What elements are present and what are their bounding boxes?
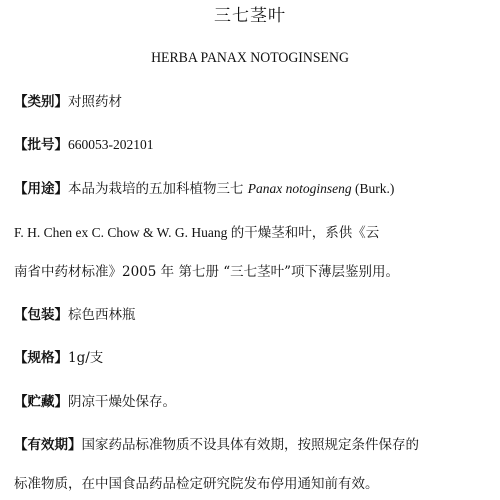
usage-label: 【用途】 [14,181,68,197]
storage-field [14,392,490,412]
validity-field [14,435,490,455]
category-value: 对照药材 [68,94,122,110]
specification-value: 1g/支 [68,350,104,366]
batch-label: 【批号】 [14,137,68,153]
validity-label: 【有效期】 [14,437,82,453]
storage-value: 阴凉干燥处保存。 [68,394,176,410]
packaging-label: 【包装】 [14,307,68,323]
category-label: 【类别】 [14,94,68,110]
document-title-cn: 三七茎叶 [214,6,286,26]
storage-label: 【贮藏】 [14,394,68,410]
specification-field [14,348,490,368]
validity-line1: 国家药品标准物质不设具体有效期，按照规定条件保存的 [81,437,419,453]
packaging-value: 棕色西林瓶 [68,307,136,323]
usage-line1-prefix: 本品为栽培的五加科植物三七 [68,181,248,197]
usage-latin-name: Panax notoginseng [247,181,352,196]
batch-value: 660053-202101 [68,137,154,152]
category-field [14,92,490,112]
specification-label: 【规格】 [14,350,68,366]
usage-line1-suffix: (Burk.) [351,181,395,196]
usage-field [14,179,490,199]
batch-field [14,135,490,155]
packaging-field [14,305,490,325]
document-title-en: HERBA PANAX NOTOGINSENG [151,50,349,66]
usage-line3: 南省中药材标准》2005 年 第七册 “三七茎叶”项下薄层鉴别用。 [14,264,400,280]
validity-line2: 标准物质，在中国食品药品检定研究院发布停用通知前有效。 [14,476,379,492]
usage-line2: F. H. Chen ex C. Chow & W. G. Huang 的干燥茎和叶，系供《云 [14,225,380,240]
